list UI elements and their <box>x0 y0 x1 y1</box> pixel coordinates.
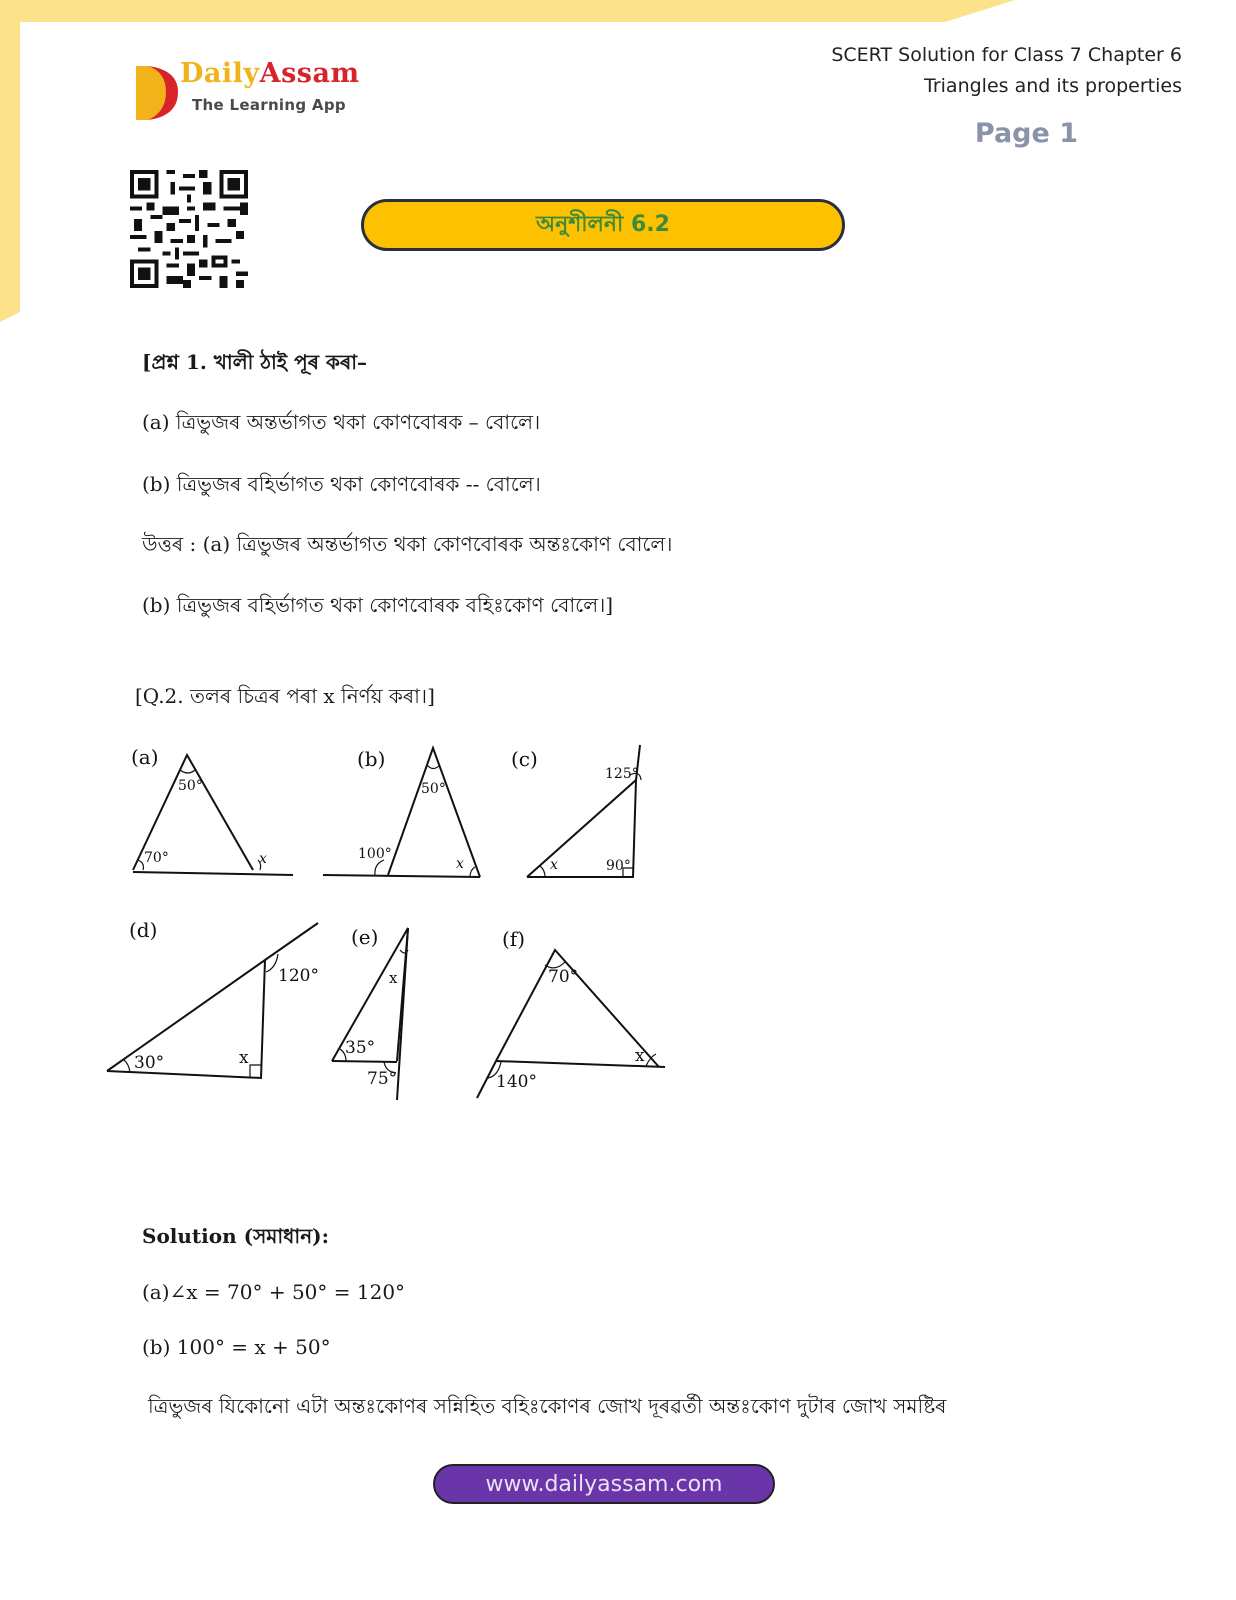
q1-part-b: (b) ত্ৰিভুজৰ বহিৰ্ভাগত থকা কোণবোৰক -- বোলে। <box>142 472 541 496</box>
fig-b-top-angle: 50° <box>421 781 446 797</box>
q1-part-a: (a) ত্ৰিভুজৰ অন্তৰ্ভাগত থকা কোণবোৰক – বোলে। <box>142 410 541 434</box>
logo-d-icon <box>134 62 178 122</box>
solution-note: ত্ৰিভুজৰ যিকোনো এটা অন্তঃকোণৰ সন্নিহিত বহিঃকোণৰ জোখ দূৰৱৰ্তী অন্তঃকোণ দুটাৰ জোখ সমষ্টিৰ <box>148 1394 947 1418</box>
fig-e-ext-angle: 75° <box>367 1069 398 1089</box>
q1-answer-a: উত্তৰ : (a) ত্ৰিভুজৰ অন্তৰ্ভাগত থকা কোণবোৰক অন্তঃকোণ বোলে। <box>142 532 673 556</box>
page-number: Page 1 <box>974 118 1078 149</box>
fig-d-ext-angle: 120° <box>278 966 319 986</box>
fig-b-label: (b) <box>357 747 386 771</box>
fig-d-var: x <box>239 1048 249 1068</box>
fig-a-top-angle: 50° <box>178 778 203 794</box>
header-line-2: Triangles and its properties <box>924 75 1182 97</box>
fig-e-label: (e) <box>351 925 379 949</box>
fig-e-top-var: x <box>389 969 398 987</box>
header-line-1: SCERT Solution for Class 7 Chapter 6 <box>831 44 1182 66</box>
q1-title: [প্ৰশ্ন 1. খালী ঠাই পূৰ কৰা– <box>142 350 368 374</box>
brand-name: DailyAssam <box>180 58 360 89</box>
brand-logo <box>134 58 374 124</box>
website-link-button[interactable] <box>433 1464 775 1504</box>
solution-b: (b) 100° = x + 50° <box>142 1335 331 1359</box>
fig-c-var: x <box>550 857 558 873</box>
fig-f-ext-angle: 140° <box>496 1072 537 1092</box>
exercise-title: অনুশীলনী 6.2 <box>536 211 670 237</box>
q1-answer-b: (b) ত্ৰিভুজৰ বহিৰ্ভাগত থকা কোণবোৰক বহিঃকোণ বোলে।] <box>142 593 614 617</box>
fig-d-left-angle: 30° <box>134 1053 165 1073</box>
fig-c-right-angle: 90° <box>606 858 631 874</box>
fig-a-left-angle: 70° <box>144 850 169 866</box>
triangle-figures <box>100 710 670 1105</box>
fig-e-left-angle: 35° <box>345 1038 376 1058</box>
fig-c-ext-angle: 125° <box>605 766 639 782</box>
fig-f-top-angle: 70° <box>548 967 579 987</box>
fig-b-ext-angle: 100° <box>358 846 392 862</box>
document-header <box>831 40 1182 102</box>
fig-c-label: (c) <box>511 747 538 771</box>
fig-d-label: (d) <box>129 918 158 942</box>
fig-a-label: (a) <box>131 745 159 769</box>
exercise-title-banner <box>361 199 845 251</box>
fig-a-var: x <box>259 851 267 867</box>
solution-a: (a)∠x = 70° + 50° = 120° <box>142 1280 406 1304</box>
solution-title: Solution (সমাধান): <box>142 1224 329 1248</box>
fig-f-label: (f) <box>502 927 526 951</box>
qr-code-icon[interactable] <box>130 170 248 288</box>
brand-tagline: The Learning App <box>192 96 346 114</box>
fig-b-var: x <box>456 856 464 872</box>
website-url: www.dailyassam.com <box>485 1471 723 1497</box>
q2-title: [Q.2. তলৰ চিত্ৰৰ পৰা x নিৰ্ণয় কৰা।] <box>135 684 435 708</box>
fig-f-var: x <box>635 1046 645 1066</box>
